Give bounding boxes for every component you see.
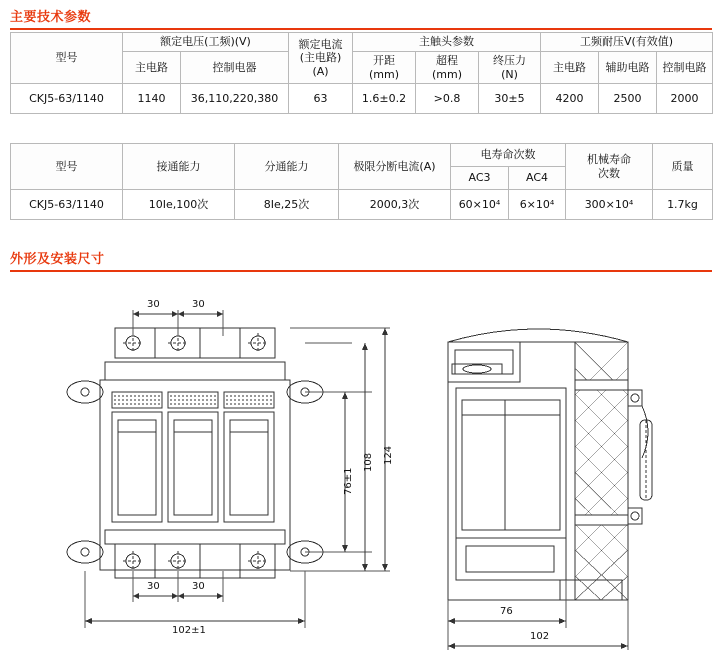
th2-mechanical-life-l2: 次数: [598, 166, 620, 180]
th-contact-gap-l1: 开距: [373, 53, 396, 67]
drawing-svg: [0, 280, 722, 650]
th-overtravel-l1: 超程: [436, 53, 459, 67]
td-main-circuit-voltage: 1140: [123, 84, 181, 114]
dim-height-108: 108: [363, 452, 374, 472]
th-withstand-aux: 辅助电路: [599, 51, 657, 84]
dim-bottom-left-30: 30: [147, 581, 160, 592]
th2-weight: 质量: [653, 144, 713, 190]
td-contact-gap: 1.6±0.2: [353, 84, 416, 114]
td2-model: CKJ5-63/1140: [11, 190, 123, 220]
dim-bottom-right-30: 30: [192, 581, 205, 592]
spec-table-2: [10, 143, 713, 220]
td2-electrical-life-ac4: 6×10⁴: [509, 190, 566, 220]
spec-table-1-wrapper: [10, 32, 712, 114]
th-contact-gap-l2: (mm): [369, 67, 400, 81]
th2-ac3: AC3: [451, 167, 509, 190]
th-final-force-l1: 终压力: [493, 53, 527, 67]
th2-limit-breaking-current: 极限分断电流(A): [339, 144, 451, 190]
th2-mechanical-life-l1: 机械寿命: [587, 152, 631, 166]
td2-limit-breaking-current: 2000,3次: [339, 190, 451, 220]
th-withstand-voltage: 工频耐压V(有效值): [541, 33, 713, 52]
table-row: [11, 33, 713, 52]
specs-section-title: 主要技术参数: [10, 10, 92, 25]
th-rated-current-l3: (A): [312, 65, 329, 78]
side-view: [448, 329, 652, 650]
dimensions-section: [0, 248, 722, 272]
th2-mechanical-life: [566, 144, 653, 190]
dim-height-76: 76±1: [343, 467, 354, 495]
th2-ac4: AC4: [509, 167, 566, 190]
td2-making-capacity: 10Ie,100次: [123, 190, 235, 220]
th-rated-current-l1: 额定电流: [298, 37, 343, 51]
specs-section: [0, 6, 722, 30]
dim-top-right-30: 30: [192, 299, 205, 310]
dim-overall-width: 102±1: [172, 625, 206, 636]
front-view: [67, 310, 390, 628]
table-row: [11, 190, 713, 220]
th2-breaking-capacity: 分通能力: [235, 144, 339, 190]
dimension-drawings: [0, 280, 722, 650]
th-contact-gap: [353, 51, 416, 84]
th-rated-voltage: 额定电压(工频)(V): [123, 33, 289, 52]
th-withstand-control: 控制电路: [657, 51, 713, 84]
th-rated-current-l2: (主电路): [299, 51, 342, 65]
th-overtravel: [416, 51, 479, 84]
dimensions-section-title: 外形及安装尺寸: [10, 252, 105, 267]
th-final-force: [479, 51, 541, 84]
td2-electrical-life-ac3: 60×10⁴: [451, 190, 509, 220]
dim-depth-102: 102: [530, 631, 550, 642]
dim-height-124: 124: [383, 445, 394, 465]
spec-table-1: [10, 32, 713, 114]
th-final-force-l2: (N): [501, 67, 518, 81]
th2-model: 型号: [11, 144, 123, 190]
table-row: [11, 84, 713, 114]
td-model: CKJ5-63/1140: [11, 84, 123, 114]
td-control-voltage: 36,110,220,380: [181, 84, 289, 114]
th-control-device: 控制电器: [181, 51, 289, 84]
table-row: [11, 144, 713, 167]
td2-mechanical-life: 300×10⁴: [566, 190, 653, 220]
th-rated-current: [289, 33, 353, 84]
th-withstand-main: 主电路: [541, 51, 599, 84]
td-overtravel: >0.8: [416, 84, 479, 114]
spec-table-2-wrapper: [10, 143, 712, 220]
dim-top-left-30: 30: [147, 299, 160, 310]
td-withstand-control: 2000: [657, 84, 713, 114]
th-model: 型号: [11, 33, 123, 84]
th-main-contact-params: 主触头参数: [353, 33, 541, 52]
td-withstand-aux: 2500: [599, 84, 657, 114]
td2-breaking-capacity: 8Ie,25次: [235, 190, 339, 220]
specs-section-rule: [10, 28, 712, 30]
td-withstand-main: 4200: [541, 84, 599, 114]
td-rated-current: 63: [289, 84, 353, 114]
th-main-circuit: 主电路: [123, 51, 181, 84]
td2-weight: 1.7kg: [653, 190, 713, 220]
th-overtravel-l2: (mm): [432, 67, 463, 81]
th2-making-capacity: 接通能力: [123, 144, 235, 190]
th2-electrical-life: 电寿命次数: [451, 144, 566, 167]
dim-depth-76: 76: [500, 606, 513, 617]
td-final-force: 30±5: [479, 84, 541, 114]
dimensions-section-rule: [10, 270, 712, 272]
